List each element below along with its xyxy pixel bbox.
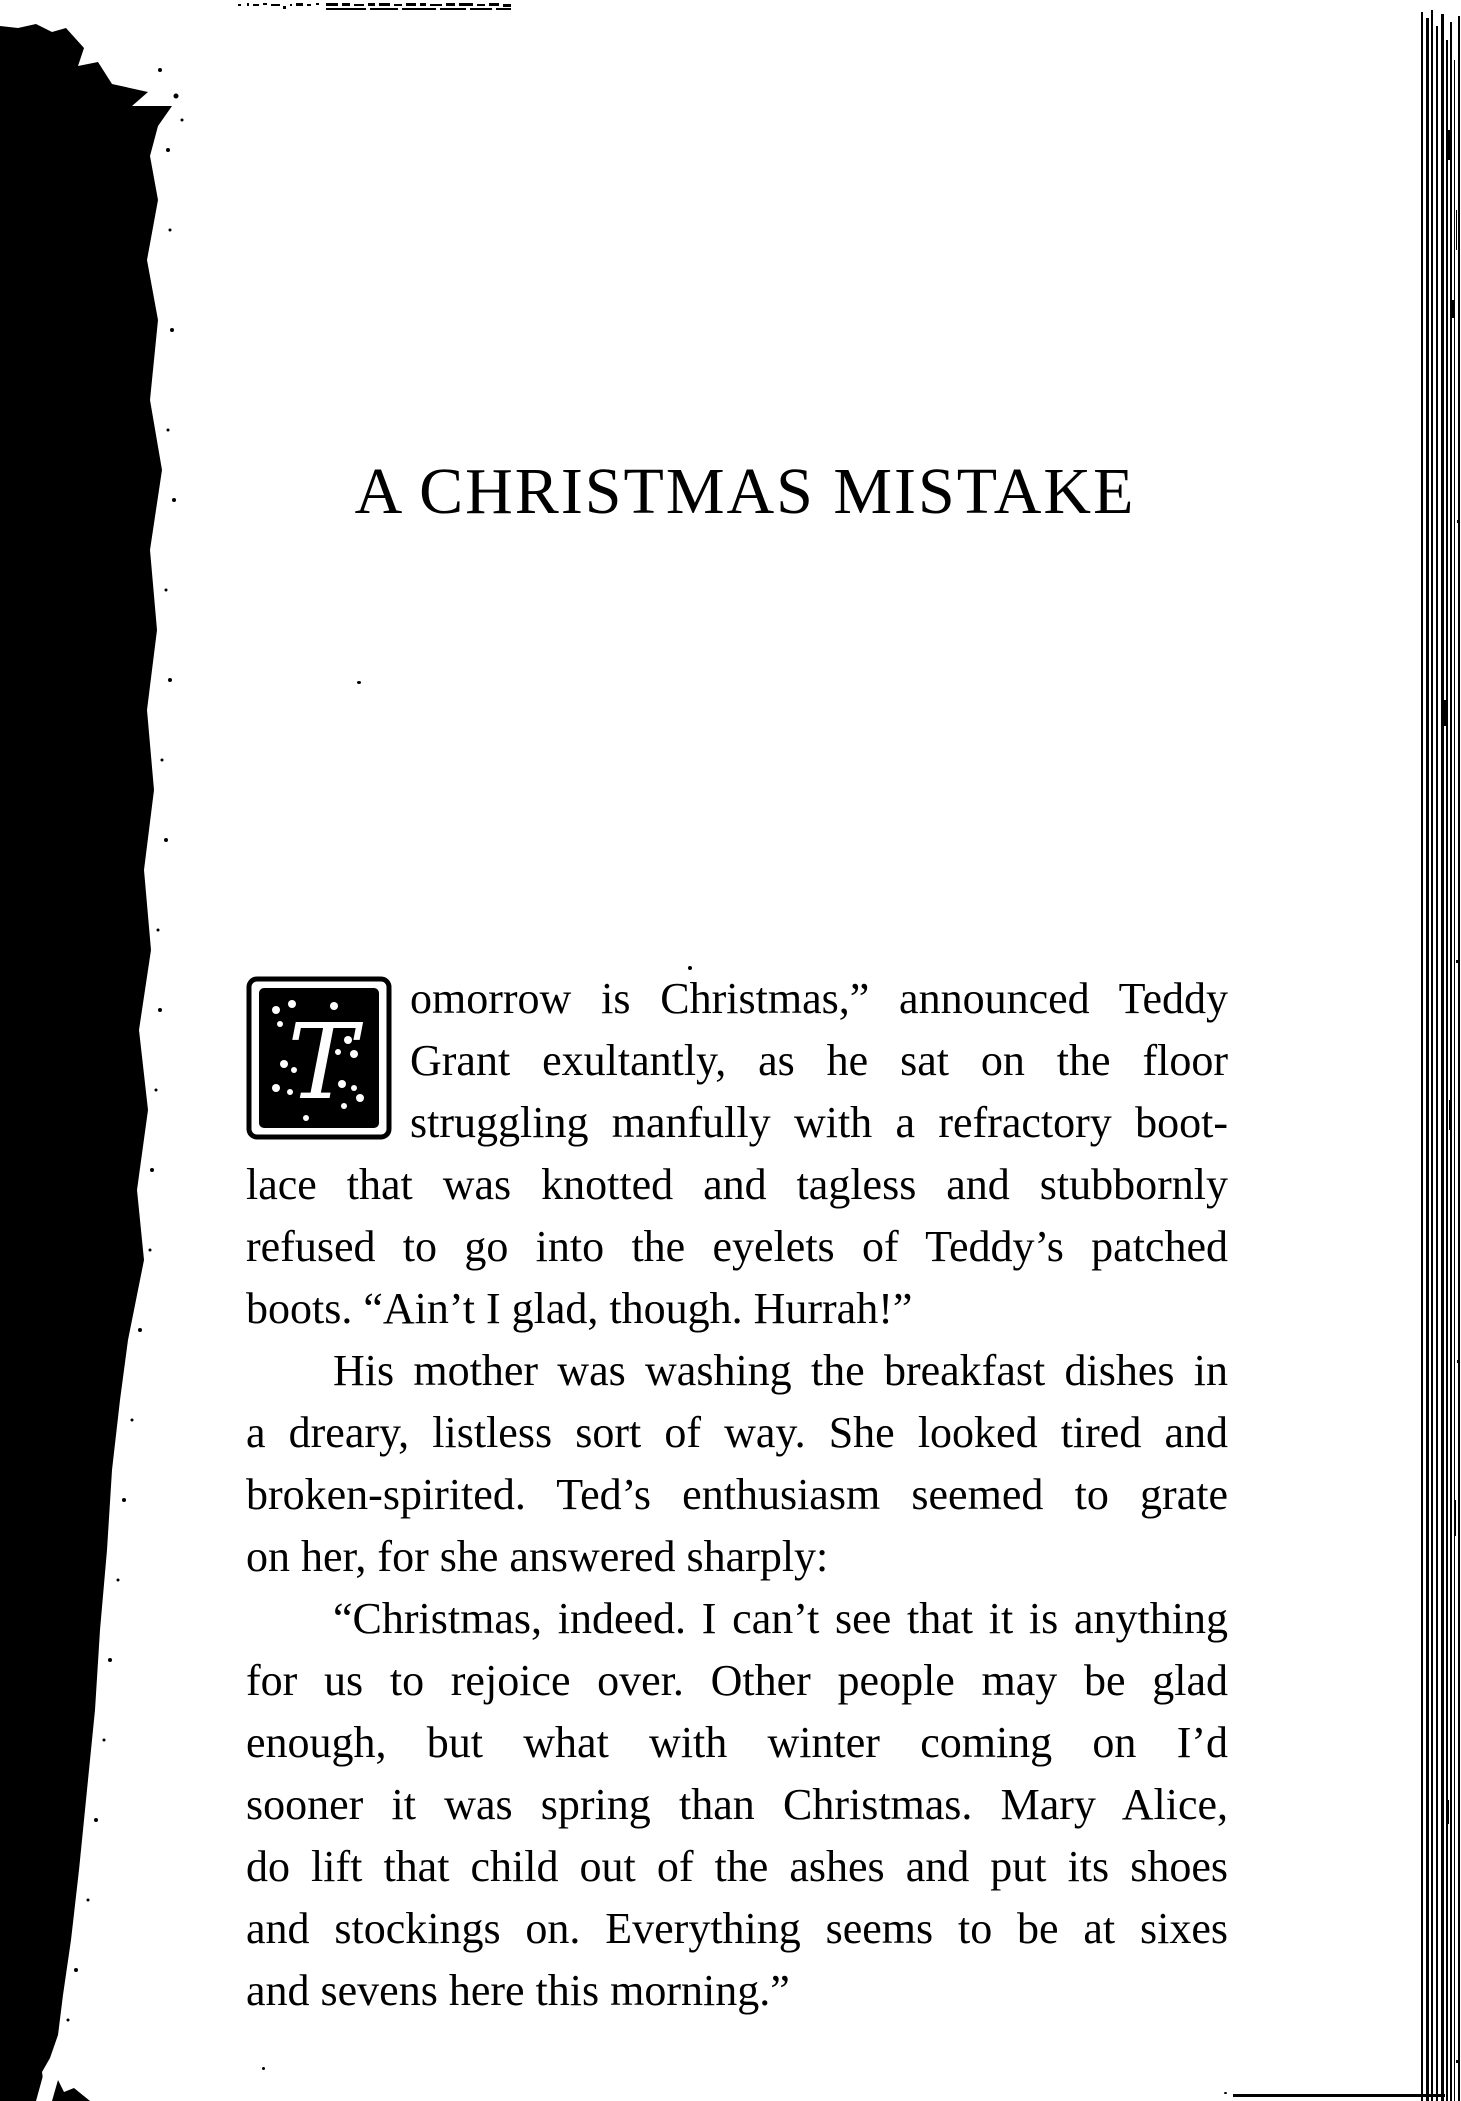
text-line: for us to rejoice over. Other people may be glad [246, 1656, 1228, 1705]
scan-speck [1224, 2092, 1227, 2094]
text-line: enough, but what with winter coming on I’d [246, 1718, 1228, 1767]
text-line: sooner it was spring than Christmas. Mary Alice, [246, 1780, 1228, 1829]
paragraph-2 [246, 1340, 1228, 1588]
text-line: a dreary, listless sort of way. She looked tired and [246, 1408, 1228, 1457]
text-line: His mother was washing the breakfast dishes in [333, 1346, 1228, 1395]
text-line: lace that was knotted and tagless and stubbornly [246, 1160, 1228, 1209]
text-line: Grant exultantly, as he sat on the floor [410, 1036, 1228, 1085]
scan-speck [357, 681, 361, 684]
scan-speck [262, 2067, 265, 2070]
text-line: boots. “Ain’t I glad, though. Hurrah!” [246, 1284, 913, 1333]
drop-cap-ornament [246, 976, 392, 1140]
story-text [246, 968, 1228, 2022]
text-line: broken-spirited. Ted’s enthusiasm seemed to grate [246, 1470, 1228, 1519]
text-line: refused to go into the eyelets of Teddy’s patched [246, 1222, 1228, 1271]
paragraph-3 [246, 1588, 1228, 2022]
text-line: and sevens here this morning.” [246, 1966, 790, 2015]
bottom-edge-line [1233, 2094, 1445, 2097]
text-line: on her, for she answered sharply: [246, 1532, 829, 1581]
paragraph-1 [246, 968, 1228, 1340]
text-line: and stockings on. Everything seems to be at sixes [246, 1904, 1228, 1953]
left-scan-band [0, 0, 210, 2101]
text-line: omorrow is Christmas,” announced Teddy [410, 974, 1228, 1023]
story-title: A CHRISTMAS MISTAKE [354, 455, 1136, 528]
text-line: do lift that child out of the ashes and put its shoes [246, 1842, 1228, 1891]
drop-cap-letter: T [287, 1001, 357, 1123]
text-line: “Christmas, indeed. I can’t see that it is anything [333, 1594, 1228, 1643]
top-bleed-artifact [238, 2, 513, 14]
text-line: struggling manfully with a refractory boot- [410, 1098, 1228, 1147]
right-page-edges [1411, 0, 1461, 2101]
